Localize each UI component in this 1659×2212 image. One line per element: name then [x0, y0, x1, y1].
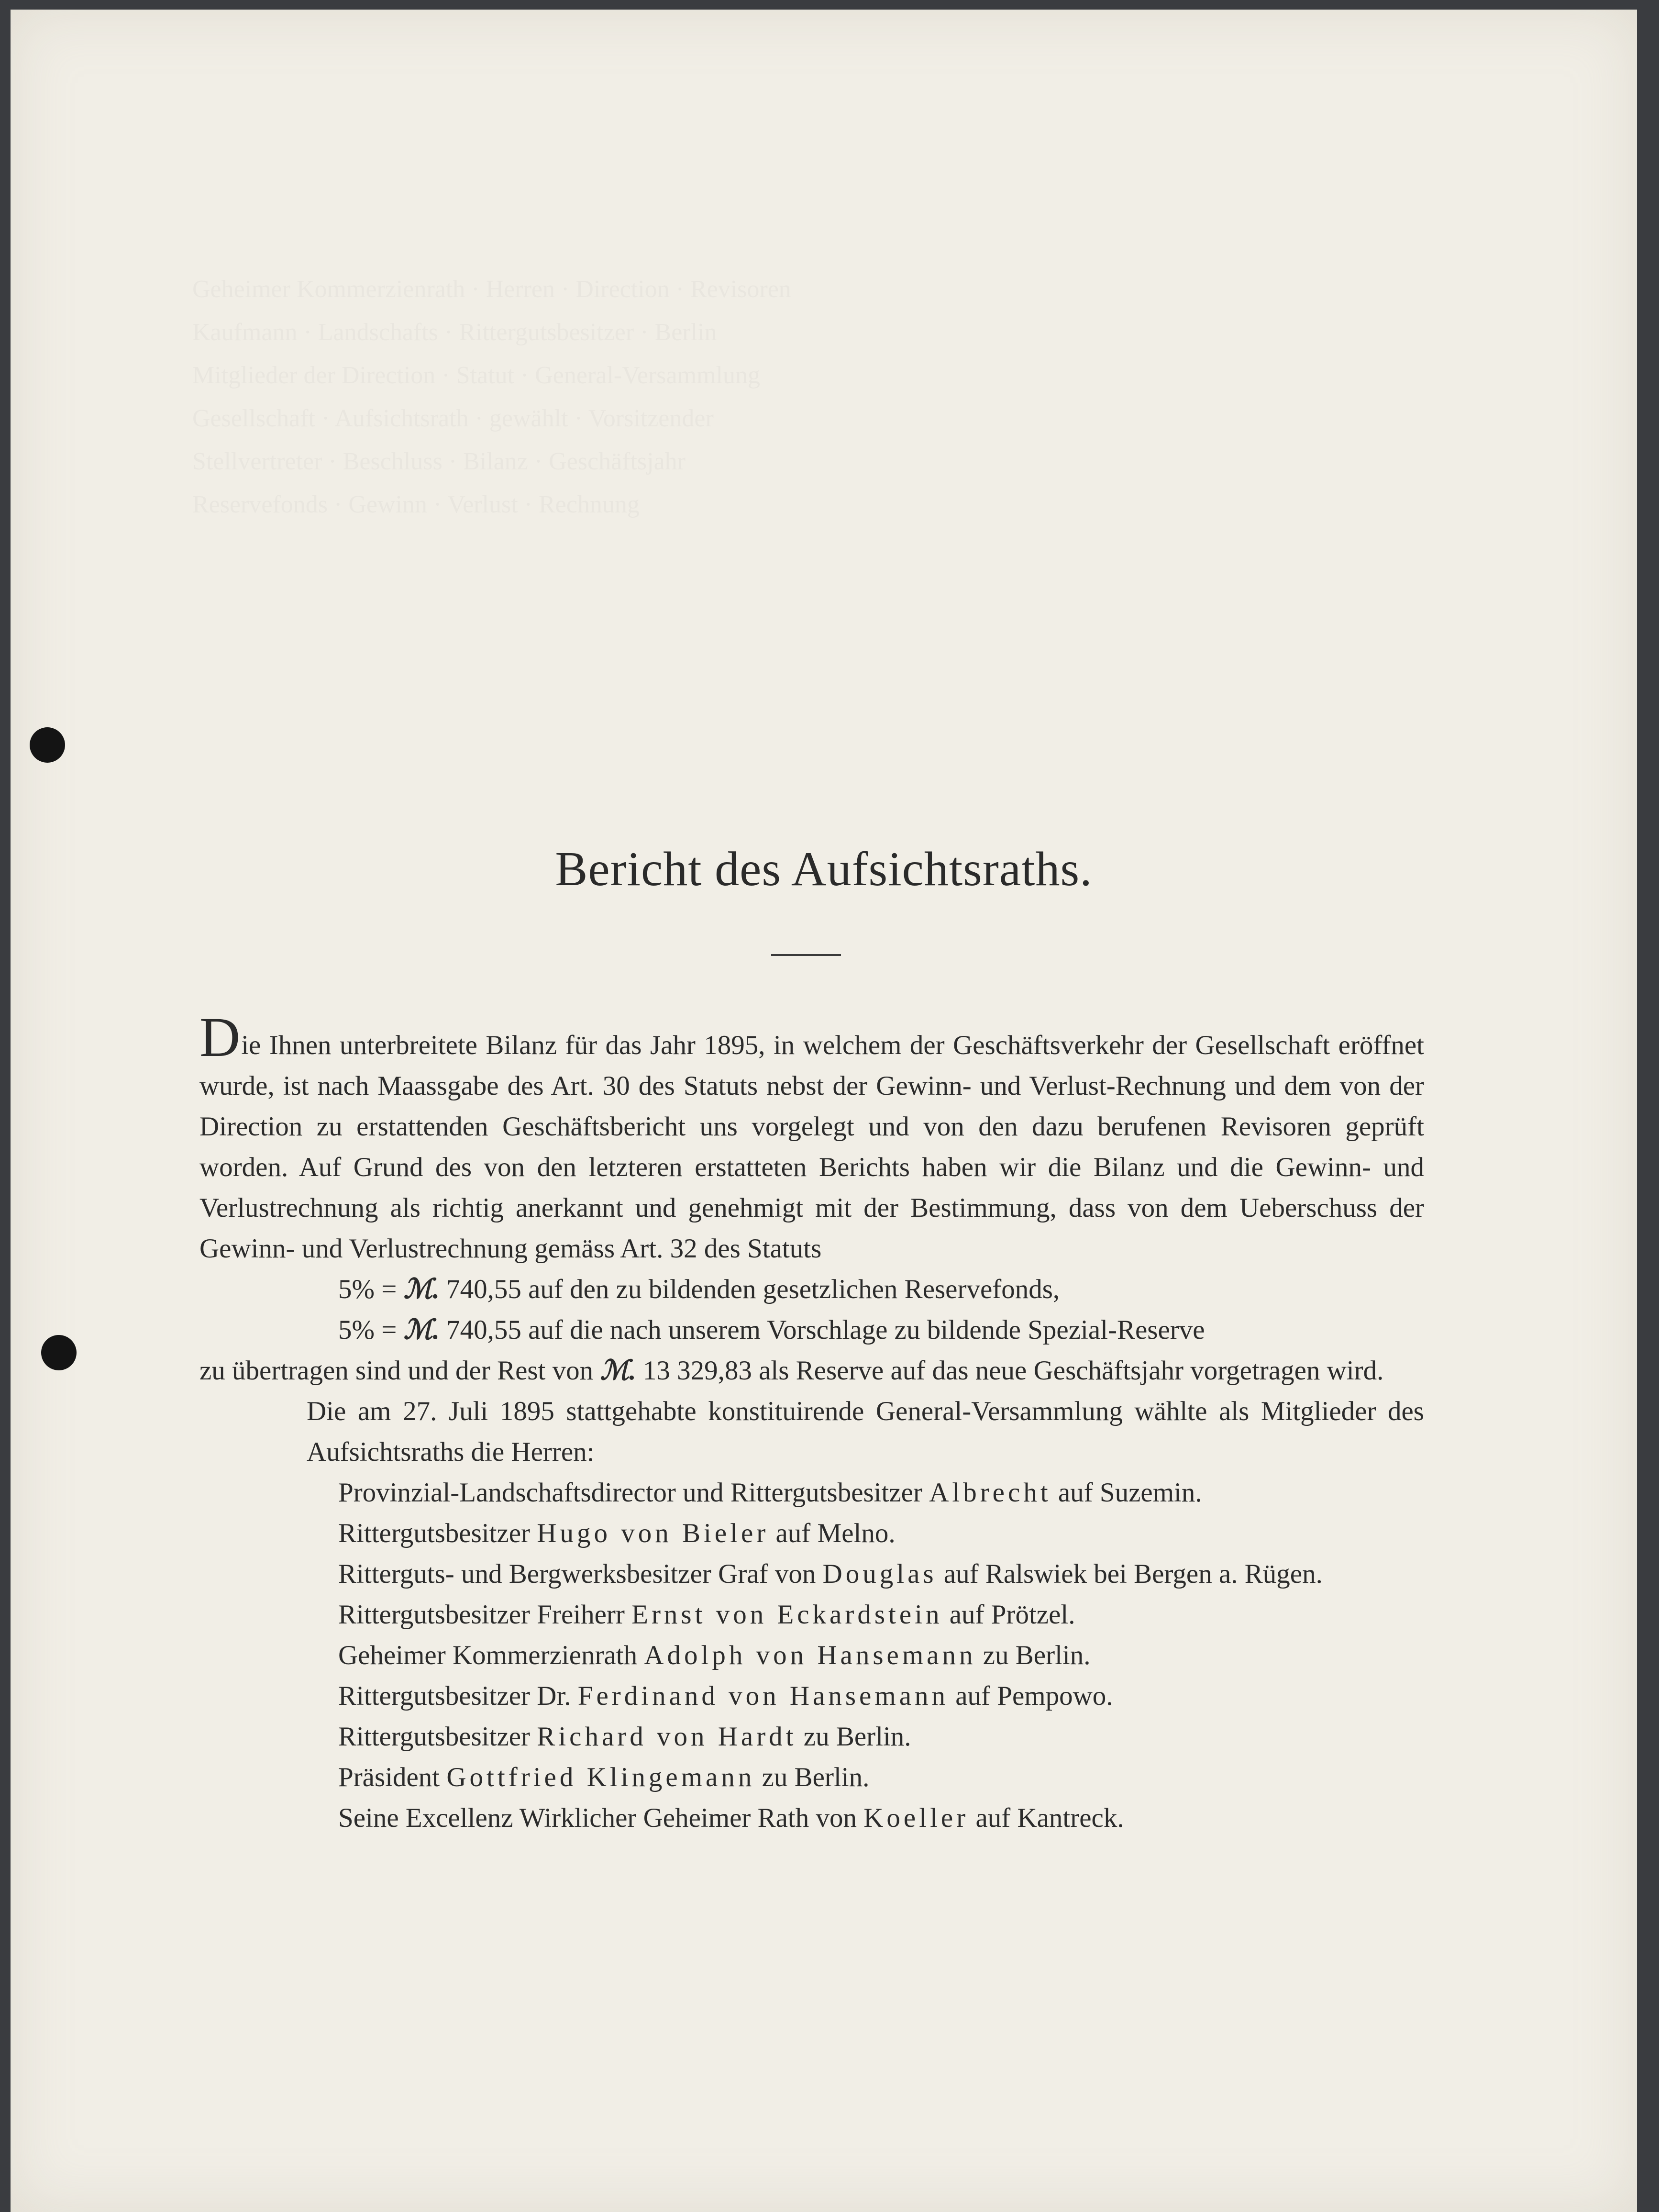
document-page	[11, 10, 1637, 2212]
reserve-amount: 740,55	[446, 1315, 521, 1345]
punch-hole-lower	[41, 1335, 77, 1370]
transfer-amount: 13 329,83	[642, 1356, 752, 1386]
reserve-percent: 5%	[338, 1315, 375, 1345]
assembly-paragraph: Die am 27. Juli 1895 stattgehabte konstituirende General-Versammlung wählte als Mitglieder des Aufsichtsraths die Herren:	[307, 1396, 1424, 1467]
reserve-line-statutory: 5% = ℳ. 740,55 auf den zu bildenden gesetzlichen Reservefonds,	[338, 1274, 1060, 1304]
list-item: Rittergutsbesitzer Freiherr Ernst von Eckardstein auf Prötzel.	[338, 1600, 1075, 1630]
intro-text: ie Ihnen unterbreitete Bilanz für das Jahr 1895, in welchem der Geschäftsverkehr der Gesellschaft eröffnet wurde, ist nach Maassgabe des Art. 30 des Statuts nebst der Gewinn- und Verlust-Rechnung und dem von der Direction zu erstattenden Geschäftsbericht uns vorgelegt und von den dazu berufenen Revisoren geprüft worden. Auf Grund des von den letzteren erstatteten Berichts haben wir die Bilanz und die Gewinn- und Verlustrechnung als richtig anerkannt und genehmigt mit der Bestimmung, dass von dem Ueberschuss der Gewinn- und Verlustrechnung gemäss Art. 32 des Statuts	[199, 1030, 1424, 1264]
punch-hole-upper	[30, 727, 65, 763]
currency-mark: ℳ.	[403, 1315, 440, 1345]
list-item: Geheimer Kommerzienrath Adolph von Hansemann zu Berlin.	[338, 1640, 1091, 1670]
transfer-text-before: zu übertragen sind und der Rest von	[199, 1356, 594, 1386]
reserve-line-special: 5% = ℳ. 740,55 auf die nach unserem Vorschlage zu bildende Spezial-Reserve	[338, 1315, 1205, 1345]
list-item: Provinzial-Landschaftsdirector und Rittergutsbesitzer Albrecht auf Suzemin.	[338, 1478, 1202, 1508]
reserve-percent: 5%	[338, 1274, 375, 1304]
list-item: Ritterguts- und Bergwerksbesitzer Graf von Douglas auf Ralswiek bei Bergen a. Rügen.	[338, 1559, 1323, 1589]
reserve-purpose: auf den zu bildenden gesetzlichen Reservefonds,	[528, 1274, 1060, 1304]
reserve-purpose: auf die nach unserem Vorschlage zu bildende Spezial-Reserve	[528, 1315, 1205, 1345]
list-item: Präsident Gottfried Klingemann zu Berlin.	[338, 1762, 870, 1792]
title-divider	[771, 954, 841, 956]
list-item: Rittergutsbesitzer Hugo von Bieler auf Melno.	[338, 1518, 896, 1548]
list-item: Rittergutsbesitzer Richard von Hardt zu Berlin.	[338, 1722, 911, 1752]
report-body	[199, 1006, 1424, 1838]
transfer-paragraph	[199, 1350, 1424, 1391]
currency-mark: ℳ.	[403, 1274, 440, 1304]
board-member-list	[199, 1472, 1424, 1838]
page-title: Bericht des Aufsichtsraths.	[555, 842, 1093, 896]
list-item: Rittergutsbesitzer Dr. Ferdinand von Hansemann auf Pempowo.	[338, 1681, 1113, 1711]
reserve-amount: 740,55	[446, 1274, 521, 1304]
drop-cap: D	[199, 1006, 241, 1068]
intro-paragraph	[199, 1006, 1424, 1269]
list-item: Seine Excellenz Wirklicher Geheimer Rath von Koeller auf Kantreck.	[338, 1803, 1124, 1833]
currency-mark: ℳ.	[600, 1356, 636, 1386]
bleed-through-text: Geheimer Kommerzienrath · Herren · Direction · Revisoren Kaufmann · Landschafts · Rittergutsbesitzer · Berlin Mitglieder der Direction · Statut · General-Versammlung Gesellschaft · Aufsichtsrath · gewählt · Vorsitzender Stellvertreter · Beschluss · Bilanz · Geschäftsjahr Reservefonds · Gewinn · Verlust · Rechnung	[192, 276, 791, 518]
transfer-text-after: als Reserve auf das neue Geschäftsjahr vorgetragen wird.	[759, 1356, 1384, 1386]
